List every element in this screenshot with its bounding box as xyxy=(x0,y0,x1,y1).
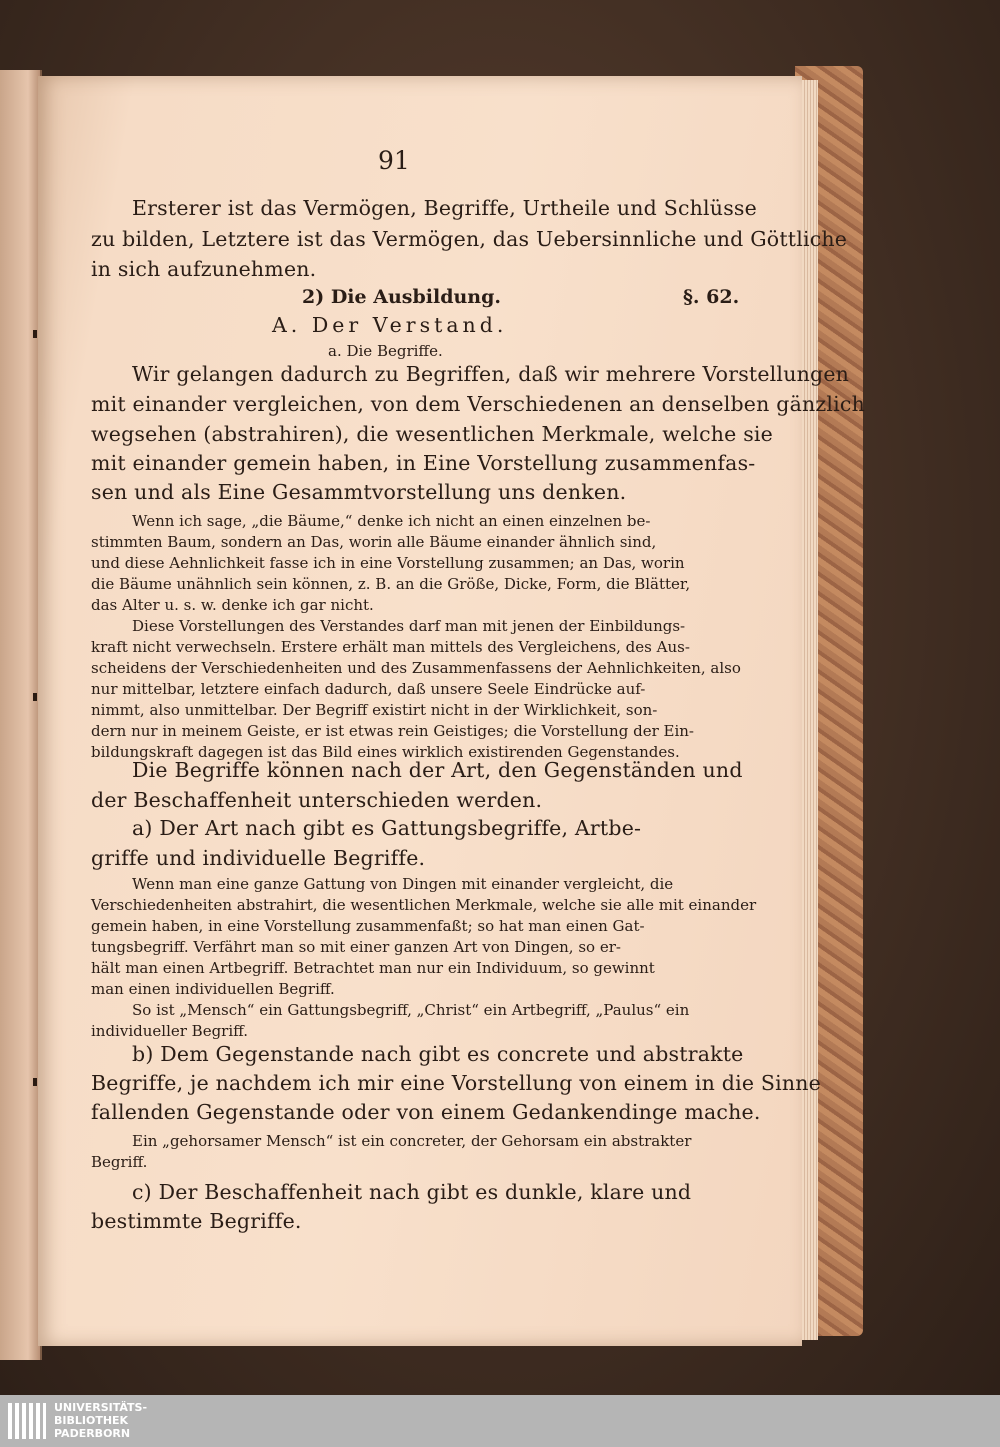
library-name: UNIVERSITÄTS- BIBLIOTHEK PADERBORN xyxy=(54,1401,148,1440)
section-title: 2) Die Ausbildung. xyxy=(302,286,502,308)
note-line: scheidens der Verschiedenheiten und des Zusammenfassens der Aehnlichkeiten, also xyxy=(91,659,741,677)
subsection-title: A. Der Verstand. xyxy=(272,313,508,337)
paragraph-line: c) Der Beschaffenheit nach gibt es dunkle, klare und xyxy=(132,1180,692,1204)
note-line: Ein „gehorsamer Mensch“ ist ein concreter, der Gehorsam ein abstrakter xyxy=(132,1132,692,1150)
paragraph-line: der Beschaffenheit unterschieden werden. xyxy=(91,788,543,812)
note-line: tungsbegriff. Verfährt man so mit einer ganzen Art von Dingen, so er- xyxy=(91,938,621,956)
note-line: nur mittelbar, letztere einfach dadurch, daß unsere Seele Eindrücke auf- xyxy=(91,680,646,698)
note-line: Verschiedenheiten abstrahirt, die wesentlichen Merkmale, welche sie alle mit einander xyxy=(91,896,757,914)
paragraph-line: mit einander vergleichen, von dem Verschiedenen an denselben gänzlich xyxy=(91,392,866,416)
library-footer-bar xyxy=(0,1395,1000,1447)
paragraph-line: b) Dem Gegenstande nach gibt es concrete und abstrakte xyxy=(132,1042,744,1066)
note-line: stimmten Baum, sondern an Das, worin alle Bäume einander ähnlich sind, xyxy=(91,533,657,551)
note-line: und diese Aehnlichkeit fasse ich in eine Vorstellung zusammen; an Das, worin xyxy=(91,554,685,572)
note-line: hält man einen Artbegriff. Betrachtet man nur ein Individuum, so gewinnt xyxy=(91,959,655,977)
note-line: So ist „Mensch“ ein Gattungsbegriff, „Christ“ ein Artbegriff, „Paulus“ ein xyxy=(132,1001,690,1019)
text-line: Ersterer ist das Vermögen, Begriffe, Urtheile und Schlüsse xyxy=(132,196,757,220)
note-line: man einen individuellen Begriff. xyxy=(91,980,335,998)
note-line: nimmt, also unmittelbar. Der Begriff existirt nicht in der Wirklichkeit, son- xyxy=(91,701,658,719)
note-line: das Alter u. s. w. denke ich gar nicht. xyxy=(91,596,374,614)
paragraph-line: Wir gelangen dadurch zu Begriffen, daß wir mehrere Vorstellungen xyxy=(132,362,850,386)
note-line: Wenn ich sage, „die Bäume,“ denke ich nicht an einen einzelnen be- xyxy=(132,512,651,530)
note-line: bildungskraft dagegen ist das Bild eines wirklich existirenden Gegenstandes. xyxy=(91,743,680,761)
gutter-mark xyxy=(33,1078,37,1086)
note-line: gemein haben, in eine Vorstellung zusammenfaßt; so hat man einen Gat- xyxy=(91,917,645,935)
paragraph-line: Begriffe, je nachdem ich mir eine Vorstellung von einem in die Sinne xyxy=(91,1071,822,1095)
paragraph-line: Die Begriffe können nach der Art, den Gegenständen und xyxy=(132,758,743,782)
note-line: die Bäume unähnlich sein können, z. B. an die Größe, Dicke, Form, die Blätter, xyxy=(91,575,691,593)
left-page-edge xyxy=(0,70,42,1360)
subsubsection-title: a. Die Begriffe. xyxy=(328,342,443,360)
gutter-mark xyxy=(33,693,37,701)
paragraph-line: wegsehen (abstrahiren), die wesentlichen Merkmale, welche sie xyxy=(91,422,774,446)
page-number: 91 xyxy=(378,146,410,175)
note-line: Begriff. xyxy=(91,1153,148,1171)
text-line: in sich aufzunehmen. xyxy=(91,257,317,281)
note-line: Diese Vorstellungen des Verstandes darf man mit jenen der Einbildungs- xyxy=(132,617,686,635)
section-paragraph-number: §. 62. xyxy=(683,286,740,308)
note-line: dern nur in meinem Geiste, er ist etwas rein Geistiges; die Vorstellung der Ein- xyxy=(91,722,694,740)
paragraph-line: bestimmte Begriffe. xyxy=(91,1209,302,1233)
paragraph-line: a) Der Art nach gibt es Gattungsbegriffe, Artbe- xyxy=(132,816,642,840)
gutter-mark xyxy=(33,330,37,338)
note-line: Wenn man eine ganze Gattung von Dingen mit einander vergleicht, die xyxy=(132,875,674,893)
note-line: individueller Begriff. xyxy=(91,1022,249,1040)
paragraph-line: mit einander gemein haben, in Eine Vorstellung zusammenfas- xyxy=(91,451,756,475)
paragraph-line: fallenden Gegenstande oder von einem Gedankendinge mache. xyxy=(91,1100,761,1124)
paragraph-line: griffe und individuelle Begriffe. xyxy=(91,846,426,870)
university-library-logo-icon xyxy=(6,1401,48,1441)
paragraph-line: sen und als Eine Gesammtvorstellung uns denken. xyxy=(91,480,627,504)
text-line: zu bilden, Letztere ist das Vermögen, das Uebersinnliche und Göttliche xyxy=(91,227,848,251)
note-line: kraft nicht verwechseln. Erstere erhält man mittels des Vergleichens, des Aus- xyxy=(91,638,690,656)
